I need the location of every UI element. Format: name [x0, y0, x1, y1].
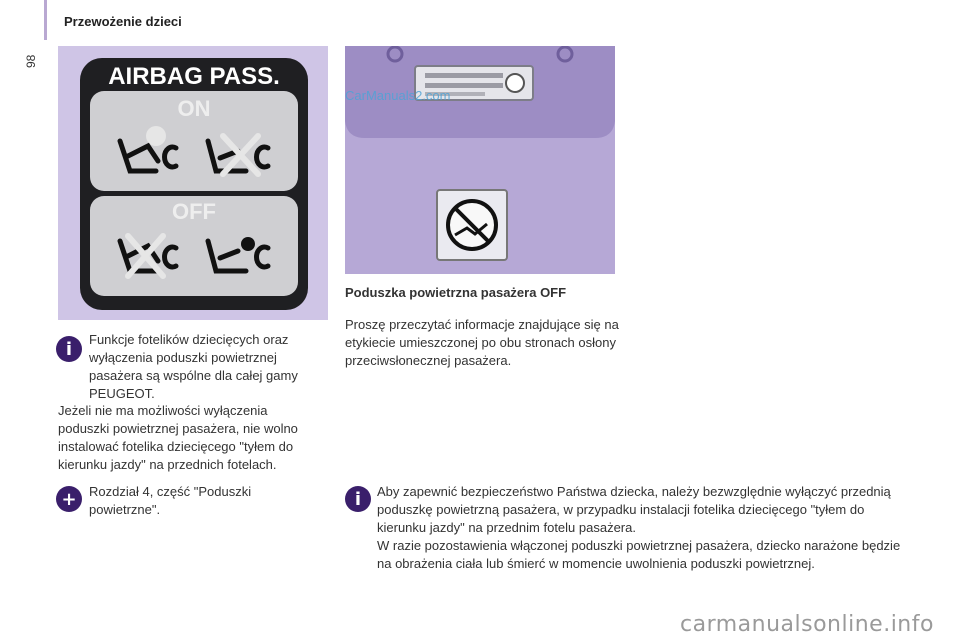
airbag-panel-illustration [58, 46, 328, 320]
watermark-bottom: carmanualsonline.info [680, 612, 934, 637]
reference-note: Rozdział 4, część "Poduszki powietrzne". [89, 484, 252, 517]
warning-text-2: W razie pozostawienia włączonej poduszki powietrznej pasażera, dziecko narażone będzie na obrażenia ciała lub śmierć w momencie uwolnienia poduszki powietrznej. [377, 538, 901, 571]
warning-info-icon: i [345, 486, 371, 512]
plus-reference-icon: + [56, 486, 82, 512]
figure-caption: Poduszka powietrzna pasażera OFF [345, 285, 567, 300]
visor-no-seat-mini-icon [506, 74, 524, 92]
airbag-panel-figure [58, 46, 328, 320]
sun-visor-illustration [345, 46, 615, 274]
right-paragraph: Proszę przeczytać informacje znajdujące się na etykiecie umieszczonej po obu stronach osłony przeciwsłonecznej pasażera. [345, 317, 619, 368]
section-title: Przewożenie dzieci [64, 14, 182, 29]
page-number: 98 [24, 54, 38, 68]
watermark-top: CarManuals2.com [345, 88, 451, 103]
sun-visor-figure [345, 46, 615, 274]
info-icon: i [56, 336, 82, 362]
off-label: OFF [172, 199, 216, 224]
panel-title: AIRBAG PASS. [108, 63, 280, 90]
warning-text-1: Aby zapewnić bezpieczeństwo Państwa dziecka, należy bezwzględnie wyłączyć przednią poduszkę powietrzną pasażera, w przypadku instalacji fotelika dziecięcego "tyłem do kierunku jazdy" na przednim fotelu pasażera. [377, 484, 891, 535]
on-label: ON [177, 96, 211, 121]
left-paragraph: Jeżeli nie ma możliwości wyłączenia poduszki powietrznej pasażera, nie wolno instalować fotelika dziecięcego "tyłem do kierunku jazdy" na przednich fotelach. [58, 403, 298, 472]
sidebar-accent-line [44, 0, 47, 40]
info-note: Funkcje fotelików dziecięcych oraz wyłączenia poduszki powietrznej pasażera są wspólne dla całej gamy PEUGEOT. [89, 332, 298, 401]
